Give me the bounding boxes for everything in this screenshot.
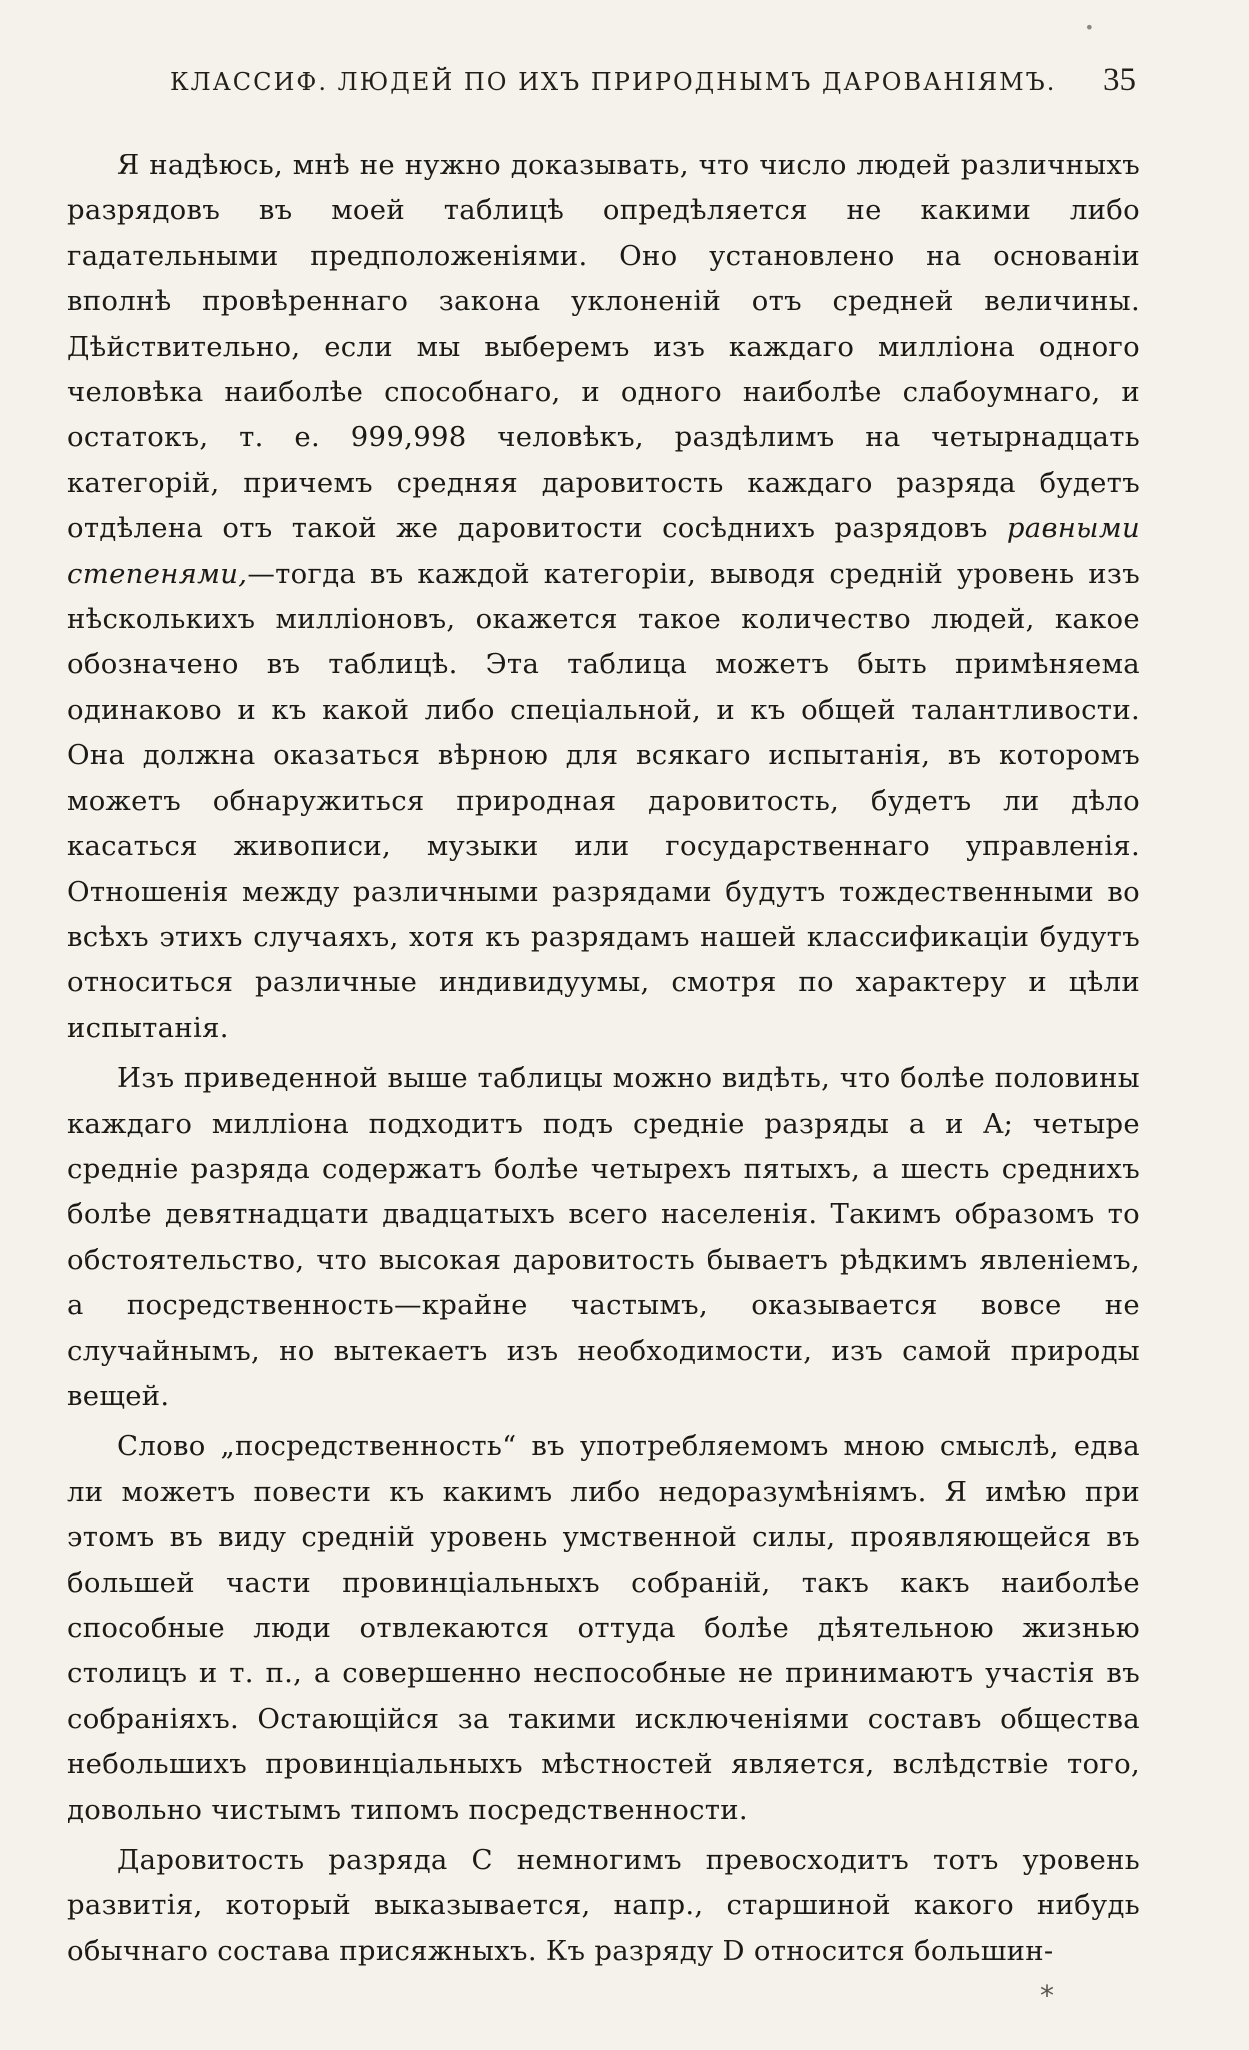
paragraph-1-text-before: Я надѣюсь, мнѣ не нужно доказывать, что число людей различныхъ разрядовъ въ моей таблицѣ опредѣляется не какими либо гадательными предположеніями. Оно установлено на основаніи вполнѣ провѣреннаго закона уклоненій отъ средней величины. Дѣйствительно, если мы выберемъ изъ каждаго милліона одного человѣка наиболѣе способнаго, и одного наиболѣе слабоумнаго, и остатокъ, т. е. 999,998 человѣкъ, раздѣлимъ на четырнадцать категорій, причемъ средняя даровитость каждаго разряда будетъ отдѣлена отъ такой же даровитости сосѣднихъ разрядовъ <box>67 149 1140 545</box>
paragraph-3: Слово „посредственность“ въ употребляемомъ мною смыслѣ, едва ли можетъ повести къ какимъ либо недоразумѣніямъ. Я имѣю при этомъ въ виду средній уровень умственной силы, проявляющейся въ большей части провинціальныхъ собраній, такъ какъ наиболѣе способные люди отвлекаются оттуда болѣе дѣятельною жизнью столицъ и т. п., а совершенно неспособные не принимаютъ участія въ собраніяхъ. Остающійся за такими исключеніями составъ общества небольшихъ провинціальныхъ мѣстностей является, вслѣдствіе того, довольно чистымъ типомъ посредственности. <box>67 1430 1140 1826</box>
paragraph-1 <box>67 143 1140 1051</box>
page-number: 35 <box>1103 62 1136 98</box>
body-text <box>67 143 1140 1974</box>
page-header <box>170 62 1136 106</box>
running-head: КЛАССИФ. ЛЮДЕЙ ПО ИХЪ ПРИРОДНЫМЪ ДАРОВАНІЯМЪ. <box>170 68 1057 96</box>
paragraph-4: Даровитость разряда C немногимъ превосходитъ тотъ уровень развитія, который выказывается, напр., старшиной какого нибудь обычнаго состава присяжныхъ. Къ разряду D относится большин- <box>67 1844 1140 1967</box>
signature-mark: * <box>1040 1979 1054 2012</box>
page-speck: • <box>1084 18 1094 37</box>
paragraph-1-text-after: —тогда въ каждой категоріи, выводя средній уровень изъ нѣсколькихъ милліоновъ, окажется такое количество людей, какое обозначено въ таблицѣ. Эта таблица можетъ быть примѣняема одинаково и къ какой либо спеціальной, и къ общей талантливости. Она должна оказаться вѣрною для всякаго испытанія, въ которомъ можетъ обнаружиться природная даровитость, будетъ ли дѣло касаться живописи, музыки или государственнаго управленія. Отношенія между различными разрядами будутъ тождественными во всѣхъ этихъ случаяхъ, хотя къ разрядамъ нашей классификаціи будутъ относиться различные индивидуумы, смотря по характеру и цѣли испытанія. <box>67 557 1140 1044</box>
paragraph-2: Изъ приведенной выше таблицы можно видѣть, что болѣе половины каждаго милліона подходитъ подъ средніе разряды a и A; четыре средніе разряда содержатъ болѣе четырехъ пятыхъ, а шесть среднихъ болѣе девятнадцати двадцатыхъ всего населенія. Такимъ образомъ то обстоятельство, что высокая даровитость бываетъ рѣдкимъ явленіемъ, а посредственность—крайне частымъ, оказывается вовсе не случайнымъ, но вытекаетъ изъ необходимости, изъ самой природы вещей. <box>67 1062 1140 1412</box>
paragraph-1-emphasis: равными степенями, <box>67 512 1140 590</box>
